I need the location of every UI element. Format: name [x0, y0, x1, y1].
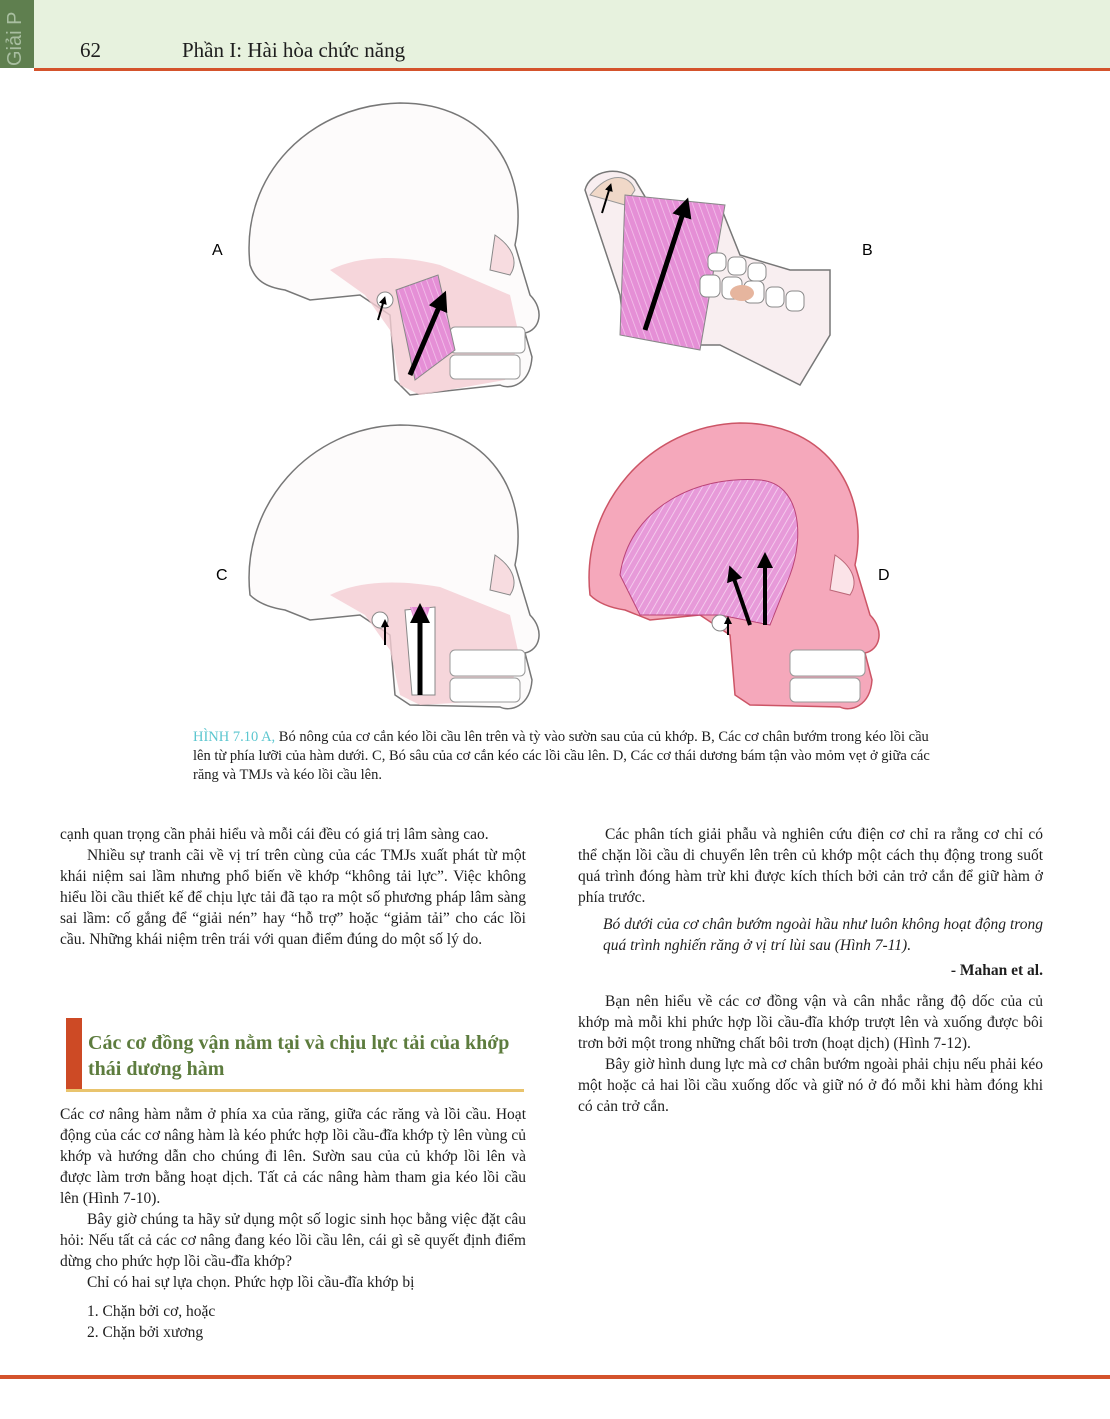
left-paragraph-2: Nhiều sự tranh cãi về vị trí trên cùng của các TMJs xuất phát từ một khái niệm sai lầm nhưng phổ biến về khớp “không tải lực”. Việc không hiểu lồi cầu thiết kế để chịu lực tải đã tạo ra một số phương pháp lâm sàng sai lầm: cố gắng để “giải nén” hay “hỗ trợ” hoặc “giảm tải” cho các lồi cầu. Những khái niệm trên trái với quan điểm đúng do một số lý do. — [60, 847, 526, 948]
panel-label-c: C — [216, 567, 228, 584]
footer-divider — [0, 1375, 1110, 1379]
page-header — [0, 0, 1110, 68]
anatomy-figure — [180, 95, 900, 735]
choice-list — [60, 1301, 526, 1343]
quote-author: - Mahan et al. — [950, 962, 1043, 979]
left-paragraph-5: Chỉ có hai sự lựa chọn. Phức hợp lồi cầu-đĩa khớp bị — [87, 1274, 415, 1291]
figure-caption-text: Bó nông của cơ cắn kéo lồi cầu lên trên và tỳ vào sườn sau của củ khớp. B, Các cơ chân bướm trong kéo lồi cầu lên từ phía lưỡi của hàm dưới. C, Bó sâu của cơ cắn kéo các lồi cầu lên. D, Các cơ thái dương bám tận vào mỏm vẹt ở giữa các răng và TMJs và kéo lồi cầu lên. — [193, 729, 930, 783]
section-heading-text: Các cơ đồng vận nằm tại và chịu lực tải của khớp thái dương hàm — [88, 1032, 510, 1080]
figure-caption — [193, 728, 933, 785]
right-column — [578, 824, 1043, 1117]
right-paragraph-3: Bây giờ hình dung lực mà cơ chân bướm ngoài phải chịu nếu phải kéo một hoặc cả hai lồi cầu xuống dốc và giữ nó ở đó mỗi khi hàm đóng khi có cản trở cắn. — [578, 1056, 1043, 1115]
left-column — [60, 824, 526, 950]
list-item: 2. Chặn bởi xương — [87, 1324, 204, 1341]
panel-d-skull — [589, 423, 879, 709]
side-tab — [0, 0, 34, 68]
panel-c-skull — [249, 425, 539, 709]
left-paragraph-4: Bây giờ chúng ta hãy sử dụng một số logic sinh học bằng việc đặt câu hỏi: Nếu tất cả các cơ nâng đang kéo lồi cầu lên, cái gì sẽ quyết định điểm dừng cho phức hợp lồi cầu-đĩa khớp? — [60, 1211, 526, 1270]
panel-label-a: A — [212, 242, 223, 259]
left-paragraph-3: Các cơ nâng hàm nằm ở phía xa của răng, giữa các răng và lồi cầu. Hoạt động của các cơ nâng hàm là kéo phức hợp lồi cầu-đĩa khớp tỳ lên vùng củ khớp và hướng dẫn cho chúng đi lên. Sườn sau của củ khớp lồi lên và được làm trơn bằng hoạt dịch. Tất cả các nâng hàm tham gia kéo lồi cầu lên (Hình 7-10). — [60, 1106, 526, 1207]
side-tab-text: Giải P — [4, 11, 26, 66]
figure-illustration — [180, 95, 900, 735]
left-column-lower — [60, 1104, 526, 1343]
page-number: 62 — [80, 38, 101, 62]
section-heading-bar — [66, 1018, 82, 1090]
chapter-title: Phần I: Hài hòa chức năng — [182, 38, 406, 62]
panel-a-skull — [249, 103, 539, 395]
section-divider — [66, 1089, 524, 1092]
right-paragraph-1: Các phân tích giải phẫu và nghiên cứu điện cơ chỉ ra rằng cơ chỉ có thể chặn lồi cầu di chuyển lên trên củ khớp một cách thụ động trong suốt quá trình đóng hàm trừ khi được kích thích bởi cản trở cắn để giữ hàm ở phía trước. — [578, 826, 1043, 906]
left-paragraph-1: cạnh quan trọng cần phải hiểu và mỗi cái đều có giá trị lâm sàng cao. — [60, 826, 489, 843]
block-quote: Bó dưới của cơ chân bướm ngoài hầu như luôn không hoạt động trong quá trình nghiến răng ở vị trí lùi sau (Hình 7-11). — [603, 916, 1043, 954]
figure-number: HÌNH 7.10 A, — [193, 729, 276, 745]
section-heading — [66, 1018, 524, 1090]
header-divider — [34, 68, 1110, 71]
panel-label-b: B — [862, 242, 873, 259]
right-paragraph-2: Bạn nên hiểu về các cơ đồng vận và cân nhắc rằng độ dốc của củ khớp mà mỗi khi phức hợp lồi cầu-đĩa khớp trượt lên và xuống được bôi trơn bởi một trong những chất bôi trơn (hoạt dịch) (Hình 7-12). — [578, 993, 1043, 1052]
list-item: 1. Chặn bởi cơ, hoặc — [87, 1303, 216, 1320]
panel-label-d: D — [878, 567, 890, 584]
panel-b-mandible — [585, 171, 830, 385]
